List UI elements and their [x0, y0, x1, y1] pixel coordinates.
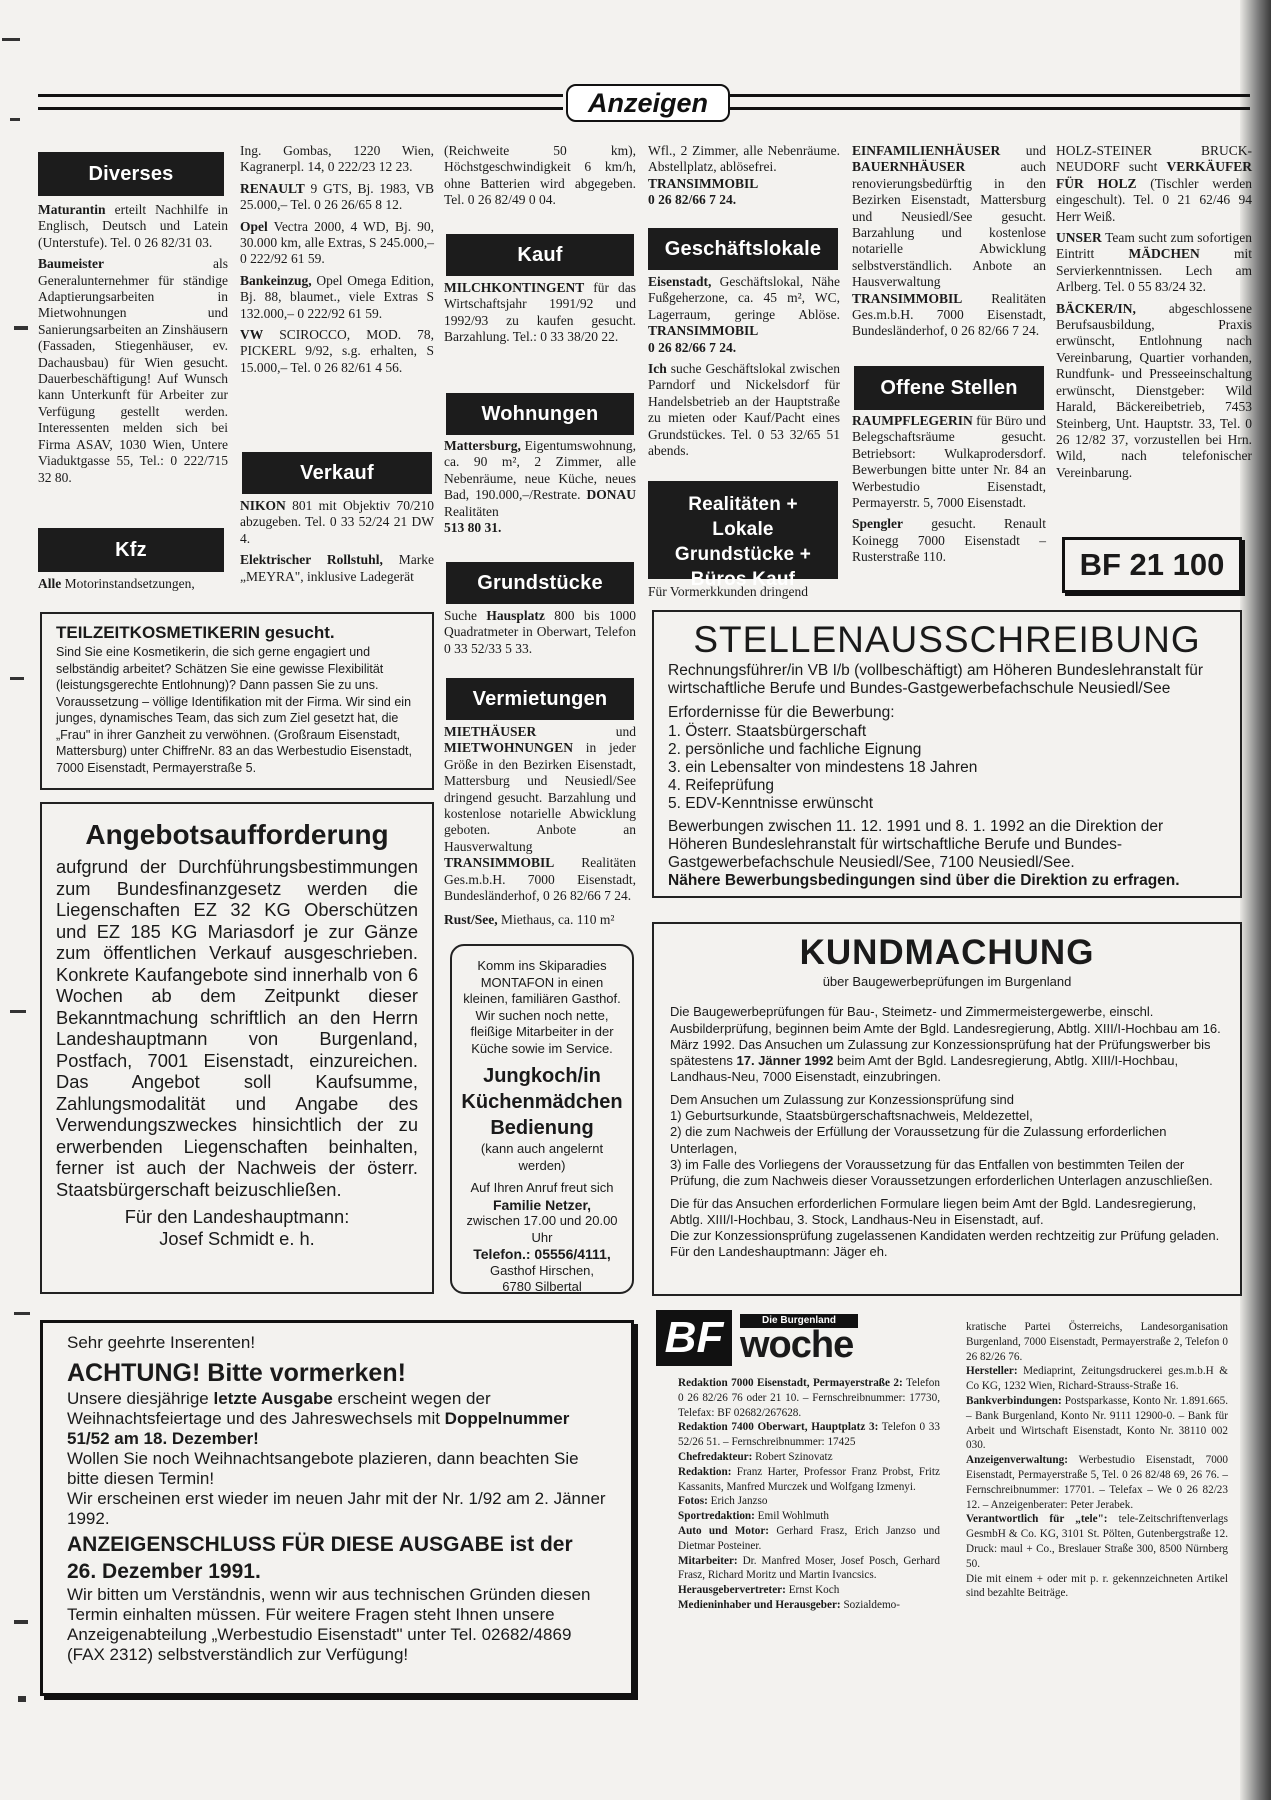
margin-mark: [18, 1696, 26, 1702]
impressum-logo: [656, 1310, 860, 1368]
stellen-req-1: 1. Österr. Staatsbürgerschaft: [668, 722, 867, 740]
kundmachung-title: KUNDMACHUNG: [799, 933, 1095, 972]
kosmetik-title: TEILZEITKOSMETIKERIN gesucht.: [56, 623, 335, 642]
section-header-kauf: Kauf: [446, 234, 634, 276]
achtung-deadline: ANZEIGENSCHLUSS FÜR DIESE AUSGABE ist der 26. Dezember 1991.: [67, 1533, 573, 1583]
section-header-grundstuecke: Grundstücke: [446, 562, 634, 604]
column-1: [38, 202, 228, 491]
achtung-p3: Wir erscheinen erst wieder im neuen Jahr mit der Nr. 1/92 am 2. Jänner 1992.: [67, 1489, 606, 1528]
ad-gombas: Ing. Gombas, 1220 Wien, Kagranerpl. 14, 0 222/23 12 23.: [240, 143, 434, 175]
impressum-right-5: Verantwortlich für „tele": tele-Zeitschriftenverlags GesmbH & Co. KG, 3101 St. Pölten, Gutenbergstraße 12. Druck: maul + Co., Breslauer Straße 300, 8500 Nürnberg 50.: [966, 1513, 1228, 1570]
ski-intro: Komm ins Skiparadies MONTAFON in einen kleinen, familiären Gasthof. Wir suchen noch nette, fleißige Mitarbeiter in der Küche sowie im Service.: [463, 958, 621, 1056]
stellen-req-title: Erfordernisse für die Bewerbung:: [668, 704, 895, 722]
kundmachung-p2: Dem Ansuchen um Zulassung zur Konzessionsprüfung sind: [670, 1091, 1014, 1107]
ad-milchkontingent: MILCHKONTINGENT für das Wirtschaftsjahr 1991/92 und 1992/93 zu kaufen gesucht. Barzahlung. Tel.: 0 33 38/20 22.: [444, 280, 636, 345]
impressum-left-10: Medieninhaber und Herausgeber: Sozialdemo-: [678, 1598, 900, 1611]
masthead-title: Anzeigen: [566, 84, 730, 122]
ad-stellenausschreibung: [652, 610, 1242, 898]
ad-bankeinzug: Bankeinzug, Opel Omega Edition, Bj. 88, blaumet., viele Extras S 132.000,– 0 222/92 61 59.: [240, 272, 434, 321]
ad-achtung: [40, 1320, 634, 1696]
achtung-p4: Wir bitten um Verständnis, wenn wir aus technischen Gründen diesen Termin einhalten müssen. Für weitere Fragen steht Ihnen unsere Anzeigenabteilung „Werbestudio Eisenstadt" unter Tel. 02682/4869 (FAX 2312) selbstverständlich zur Verfügung!: [67, 1585, 591, 1664]
kundmachung-p3: Die für das Ansuchen erforderlichen Formulare liegen beim Amt der Bgld. Landesregierung, Abtlg. XIII/I-Hochbau, 3. Stock, Landhaus-Neu in Eisenstadt, auf.: [670, 1195, 1197, 1227]
ad-nikon: NIKON 801 mit Objektiv 70/210 abzugeben. Tel. 0 33 52/24 21 DW 4.: [240, 498, 434, 546]
stellen-title: STELLENAUSSCHREIBUNG: [693, 619, 1201, 660]
impressum-left-7: Auto und Motor: Gerhard Frasz, Erich Janzso und Dietmar Posteiner.: [678, 1524, 940, 1552]
achtung-p2: Wollen Sie noch Weihnachtsangebote plazieren, dann beachten Sie bitte diesen Termin!: [67, 1449, 579, 1488]
impressum-left-2: Redaktion 7400 Oberwart, Hauptplatz 3: Telefon 0 33 52/26 51. – Fernschreibnummer: 17425: [678, 1421, 940, 1449]
masthead-rule-right: [730, 94, 1250, 110]
achtung-p1: Unsere diesjährige letzte Ausgabe erscheint wegen der Weihnachtsfeiertage und des Jahreswechsels mit Doppelnummer 51/52 am 18. Dezember!: [67, 1389, 570, 1448]
ad-maturantin: Maturantin erteilt Nachhilfe in Englisch, Deutsch und Latein (Unterstufe). Tel. 0 26 82/31 03.: [38, 202, 228, 250]
ski-tel: Telefon.: 05556/4111,: [473, 1246, 611, 1262]
impressum-left-9: Herausgebervertreter: Ernst Koch: [678, 1584, 840, 1597]
section-header-kfz: Kfz: [38, 528, 224, 572]
section-header-offene-stellen: Offene Stellen: [854, 366, 1044, 410]
ad-opel: Opel Vectra 2000, 4 WD, Bj. 90, 30.000 km, alle Extras, S 245.000,– 0 222/92 61 59.: [240, 218, 434, 267]
ad-kundmachung: [652, 922, 1242, 1296]
ad-ich-suche: Ich suche Geschäftslokal zwischen Parndorf und Nickelsdorf für Handelsbetrieb an der Hauptstraße zu mieten oder Kauf/Pacht eines Grundstückes. Tel. 0 53 32/65 51 abends.: [648, 361, 840, 459]
kundmachung-p4: Die zur Konzessionsprüfung zugelassenen Kandidaten werden rechtzeitig zur Prüfung geladen.: [670, 1228, 1220, 1244]
impressum-right-4: Anzeigenverwaltung: Werbestudio Eisenstadt, 7000 Eisenstadt, Permayerstraße 5, Tel. 0 26 82/48 69, 26 76. – Fernschreibnummer: 17701. – Telefax – We 0 26 82/23 12. – Anzeigenberater: Peter Jerabek.: [966, 1454, 1228, 1511]
ad-mattersburg: Mattersburg, Eigentumswohnung, ca. 90 m², 2 Zimmer, alle Nebenräume, neue Küche, neues Bad, 190.000,–/Restrate. DONAU Realitäten 513 80 31.: [444, 438, 636, 536]
ad-baecker: BÄCKER/IN, abgeschlossene Berufsausbildung, Praxis erwünscht, Entlohnung nach Vereinbarung, Quartier vorhanden, Rundfunk- und Presseeinschaltung erwünscht, Dienstgeber: Wild Harald, Bäckereibetrieb, 7453 Steinberg, Unt. Hauptstr. 33, Tel. 0 26 12/82 37, vorzustellen bei Hrn. Wild, nach telefonischer Vereinbarung.: [1056, 300, 1252, 480]
impressum-right-1: kratische Partei Österreichs, Landesorganisation Burgenland, 7000 Eisenstadt, Permayerstraße 2, Telefon 0 26 82/26 76.: [966, 1321, 1228, 1363]
impressum-left-8: Mitarbeiter: Dr. Manfred Moser, Josef Posch, Gerhard Frasz, Richard Moritz und Martin Ivancsics.: [678, 1554, 940, 1582]
section-header-geschaeftslokale: Geschäftslokale: [648, 228, 838, 270]
ad-rollstuhl: Elektrischer Rollstuhl, Marke „MEYRA", inklusive Ladegerät: [240, 552, 434, 584]
ski-job-3: Bedienung: [490, 1117, 594, 1139]
column-4-lower: [648, 274, 840, 464]
ad-hausplatz: Suche Hausplatz 800 bis 1000 Quadratmeter in Oberwart, Telefon 0 33 52/33 5 33.: [444, 608, 636, 656]
kundmachung-subtitle: über Baugewerbeprüfungen im Burgenland: [822, 974, 1072, 989]
section-header-verkauf: Verkauf: [242, 452, 432, 494]
stellen-intro: Rechnungsführer/in VB I/b (vollbeschäftigt) am Höheren Bundeslehranstalt für wirtschaftliche Berufe und Bundes-Gastgewerbefachschule Neusiedl/See: [668, 662, 1204, 698]
logo-woche: woche: [740, 1324, 854, 1366]
ad-einfamilienhaeuser: EINFAMILIENHÄUSER und BAUERNHÄUSER auch renovierungsbedürftig in den Bezirken Eisenstadt, Mattersburg und Neusiedl/See gesucht. Barzahlung und kostenlose notarielle Abwicklung selbstverständlich. Anbote an Hausverwaltung TRANSIMMOBIL Realitäten Ges.m.b.H. 7000 Eisenstadt, Bundesländerhof, 0 26 82/66 7 24.: [852, 143, 1046, 339]
stellen-apply: Bewerbungen zwischen 11. 12. 1991 und 8. 1. 1992 an die Direktion der Höheren Bundeslehranstalt für wirtschaftliche Berufe und Bundes-Gastgewerbefachschule Neusiedl/See, 7100 Neusiedl/See.: [668, 817, 1164, 872]
margin-mark: [14, 1620, 28, 1624]
impressum-left-6: Sportredaktion: Emil Wohlmuth: [678, 1510, 829, 1523]
ski-note: (kann auch angelernt werden): [480, 1141, 604, 1173]
margin-mark: [14, 1312, 30, 1315]
ski-times: zwischen 17.00 und 20.00 Uhr: [466, 1213, 618, 1245]
logo-bf: BF: [656, 1310, 732, 1366]
column-2-lower: [240, 498, 434, 590]
impressum-left-1: Redaktion 7000 Eisenstadt, Permayerstraße 2: Telefon 0 26 82/26 76 oder 21 10. – Fernschreibnummer: 17730, Telefax: BF 02682/267628.: [678, 1377, 940, 1419]
margin-mark: [14, 326, 28, 330]
ad-holz-steiner: HOLZ-STEINER BRUCK-NEUDORF sucht VERKÄUFER FÜR HOLZ (Tischler werden eingeschult). Tel. 0 21 62/46 94 Herr Weiß.: [1056, 143, 1252, 224]
achtung-title: ACHTUNG! Bitte vormerken!: [67, 1359, 406, 1387]
ski-job-2: Küchenmädchen: [461, 1091, 623, 1113]
ad-kosmetikerin: [40, 612, 434, 790]
ski-call: Auf Ihren Anruf freut sich: [470, 1180, 614, 1195]
logo-die-burgenland: Die Burgenland: [740, 1314, 858, 1328]
impressum-left-5: Fotos: Erich Janzso: [678, 1495, 768, 1508]
column-5-lower: [852, 413, 1046, 571]
angebot-sign-1: Für den Landeshauptmann:: [124, 1206, 350, 1227]
chiffre-number: BF 21 100: [1079, 547, 1225, 582]
column-6: [1056, 143, 1252, 486]
ski-addr-1: Gasthof Hirschen,: [489, 1262, 595, 1278]
margin-mark: [10, 677, 24, 680]
ad-angebotsaufforderung: [40, 802, 434, 1294]
ad-reichweite: (Reichweite 50 km), Höchstgeschwindigkeit 6 km/h, ohne Batterien wird abgegeben. Tel. 0 26 82/49 0 04.: [444, 143, 636, 208]
margin-mark: [10, 1010, 26, 1013]
section-header-vermietungen: Vermietungen: [446, 678, 634, 720]
impressum-right-6: Die mit einem + oder mit p. r. gekennzeichneten Artikel sind bezahlte Beiträge.: [966, 1572, 1228, 1600]
stellen-req-5: 5. EDV-Kenntnisse erwünscht: [668, 795, 874, 813]
ad-rust: Rust/See, Miethaus, ca. 110 m²: [444, 912, 615, 927]
masthead-rule-left: [38, 94, 563, 110]
ski-job-1: Jungkoch/in: [483, 1065, 601, 1087]
ad-skiparadies: [450, 944, 634, 1294]
impressum-left-4: Redaktion: Franz Harter, Professor Franz Probst, Fritz Kassanits, Manfred Murczek und Wolfgang Izmenyi.: [678, 1465, 940, 1493]
ad-baumeister: Baumeister als Generalunternehmer für ständige Adaptierungsarbeiten in Mietwohnungen und Sanierungsarbeiten an Zinshäusern (Fassaden, Stiegenhäuser, ev. Dachausbau) für Wien gesucht. Dauerbeschäftigung! Auf Wunsch kann Unterkunft für Arbeiter zur Verfügung gestellt werden. Interessenten melden sich bei Firma ASAV, 1030 Wien, Untere Viaduktgasse 55, Tel.: 0 222/715 32 80.: [38, 256, 228, 485]
ad-vormerk: Für Vormerkkunden dringend: [648, 584, 808, 599]
impressum-right: [966, 1320, 1228, 1601]
kundmachung-item-1: 1) Geburtsurkunde, Staatsbürgerschaftsnachweis, Meldezettel,: [670, 1108, 1033, 1124]
margin-mark: [2, 38, 20, 41]
kundmachung-sign: Für den Landeshauptmann: Jäger eh.: [670, 1244, 888, 1260]
kundmachung-p1: Die Baugewerbeprüfungen für Bau-, Steimetz- und Zimmermeistergewerbe, einschl. Ausbilderprüfung, beginnen beim Amte der Bgld. Landesregierung, Abtlg. XIII/I-Hochbau am 16. März 1992. Das Ansuchen um Zulassung zur Konzessionsprüfung hat der Prüfungswerber bis spätestens 17. Jänner 1992 beim Amt der Bgld. Landesregierung, Abtlg. XIII/I-Hochbau, Landhaus-Neu, 7000 Eisenstadt, einzubringen.: [670, 1004, 1221, 1085]
impressum-left: [678, 1376, 940, 1613]
section-header-realitaeten: Realitäten + Lokale Grundstücke + Büros Kauf: [648, 481, 838, 579]
ad-unser-team: UNSER Team sucht zum sofortigen Eintritt MÄDCHEN mit Servierkenntnissen. Lech am Arlberg. Tel. 0 55 83/24 32.: [1056, 230, 1252, 295]
ad-vw: VW SCIROCCO, MOD. 78, PICKERL 9/92, s.g. erhalten, S 15.000,– Tel. 0 26 82/61 4 56.: [240, 327, 434, 375]
ad-kfz: Alle Motorinstandsetzungen,: [38, 576, 195, 591]
achtung-greet: Sehr geehrte Inserenten!: [67, 1333, 256, 1352]
impressum-left-3: Chefredakteur: Robert Szinovatz: [678, 1450, 833, 1463]
ad-raumpflegerin: RAUMPFLEGERIN für Büro und Belegschaftsräume gesucht. Betriebsort: Wulkaprodersdorf. Bewerbungen bitte unter Nr. 84 an Werbestudio Eisenstadt, Permayerstr. 5, 7000 Eisenstadt.: [852, 413, 1046, 511]
ski-family: Familie Netzer,: [492, 1196, 592, 1213]
impressum-right-3: Bankverbindungen: Postsparkasse, Konto Nr. 1.891.665. – Bank Burgenland, Konto Nr. 9111 12900-0. – Bank für Arbeit und Wirtschaft Eisenstadt, Konto Nr. 38110 002 030.: [966, 1394, 1228, 1452]
ad-wfl: Wfl., 2 Zimmer, alle Nebenräume. Abstellplatz, ablösefrei. TRANSIMMOBIL 0 26 82/66 7 24.: [648, 143, 840, 208]
stellen-req-4: 4. Reifeprüfung: [668, 777, 774, 795]
kosmetik-body: Sind Sie eine Kosmetikerin, die sich gerne engagiert und selbständig arbeitet? Schätzen Sie eine gewisse Flexibilität (leistungsgerechte Entlohnung)? Dann passen Sie zu uns. Voraussetzung – völlige Identifikation mit der Firma. Wir sind ein junges, dynamisches Team, das sich zum Ziel gesetzt hat, die „Frau" in ihrer Ganzheit zu verwöhnen. (Großraum Eisenstadt, Mattersburg) unter ChiffreNr. 83 an das Werbestudio Eisenstadt, 7000 Eisenstadt, Permayerstraße 5.: [56, 645, 412, 775]
angebot-body: aufgrund der Durchführungsbestimmungen zum Bundesfinanzgesetz werden die Liegenschaften EZ 32 KG Oberschützen und EZ 185 KG Mariasdorf je zur Gänze zum öffentlichen Verkauf ausgeschrieben. Konkrete Kaufangebote sind innerhalb von 6 Wochen ab dem Zeitpunkt dieser Bekanntmachung schriftlich an den Herrn Landeshauptmann von Burgenland, Postfach, 7001 Eisenstadt, einzureichen. Das Angebot soll Kaufsumme, Zahlungsmodalität und Angabe des Verwendungszweckes hinsichtlich der zu erwerbenden Liegenschaften beinhalten, ferner ist auch der Nachweis der österr. Staatsbürgerschaft beizuschließen.: [56, 856, 418, 1200]
angebot-sign-2: Josef Schmidt e. h.: [159, 1227, 315, 1249]
stellen-req-2: 2. persönliche und fachliche Eignung: [668, 740, 922, 758]
chiffre-box: [1062, 537, 1242, 593]
kundmachung-item-3: 3) im Falle des Vorliegens der Voraussetzung für das Entfallen von bestimmten Teilen der Prüfung, die zum Nachweis dieser Voraussetzungen erforderlichen Unterlagen anzuschließen.: [670, 1156, 1213, 1189]
section-header-diverses: Diverses: [38, 152, 224, 196]
impressum-right-2: Hersteller: Mediaprint, Zeitungsdruckerei ges.m.b.H & Co KG, 1232 Wien, Richard-Strauss-Straße 16.: [966, 1365, 1228, 1393]
column-2: [240, 143, 434, 381]
ad-spengler: Spengler gesucht. Renault Koinegg 7000 Eisenstadt – Rusterstraße 110.: [852, 516, 1046, 565]
kundmachung-item-2: 2) die zum Nachweis der Erfüllung der Voraussetzung für die Zulassung erforderlichen Unterlagen,: [670, 1124, 1167, 1156]
ad-renault: RENAULT 9 GTS, Bj. 1983, VB 25.000,– Tel. 0 26 26/65 8 12.: [240, 180, 434, 213]
section-header-wohnungen: Wohnungen: [446, 393, 634, 435]
stellen-req-3: 3. ein Lebensalter von mindestens 18 Jahren: [668, 759, 978, 777]
angebot-title: Angebotsaufforderung: [85, 819, 389, 850]
ad-miethaeuser: MIETHÄUSER und MIETWOHNUNGEN in jeder Größe in den Bezirken Eisenstadt, Mattersburg und Neusiedl/See dringend gesucht. Barzahlung und kostenlose notarielle Abwicklung geboten. Anbote an Hausverwaltung TRANSIMMOBIL Realitäten Ges.m.b.H. 7000 Eisenstadt, Bundesländerhof, 0 26 82/66 7 24.: [444, 724, 636, 904]
stellen-more: Nähere Bewerbungsbedingungen sind über die Direktion zu erfragen.: [668, 872, 1180, 890]
ski-addr-2: 6780 Silbertal: [502, 1279, 582, 1294]
margin-mark: [10, 118, 20, 121]
ad-eisenstadt-lokal: Eisenstadt, Geschäftslokal, Nähe Fußgeherzone, ca. 45 m², WC, Lagerraum, geringe Ablöse. TRANSIMMOBIL 0 26 82/66 7 24.: [648, 274, 840, 355]
